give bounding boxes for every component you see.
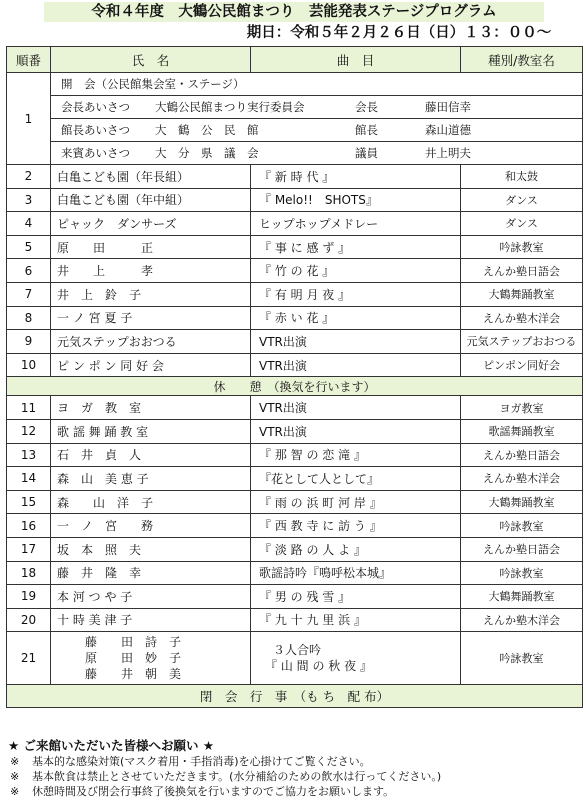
notice-item (8, 754, 582, 769)
ceremony-text: 開 会（公民館集会室・ステージ） (61, 77, 245, 91)
performer-name: 坂 本 照 夫 (51, 537, 251, 561)
song-title: 『 赤 い 花 』 (251, 306, 461, 330)
row-number: 18 (7, 561, 51, 585)
ceremony-line (51, 119, 582, 142)
notice-text: 休憩時間及び閉会行事終了後換気を行いますのでご協力をお願いします。 (32, 785, 395, 798)
notice-item (8, 784, 582, 799)
row-number: 21 (7, 632, 51, 685)
category-label: 吟詠教室 (461, 561, 583, 585)
performer-name: 藤 井 朝 美 (85, 667, 182, 682)
ceremony-text: 井上明夫 (425, 146, 471, 160)
ceremony-text: 来賓あいさつ (61, 146, 130, 160)
program-row (7, 165, 583, 189)
notice-heading: ★ ご来館いただいた皆様へお願い ★ (8, 738, 215, 753)
row-number: 12 (7, 419, 51, 443)
ceremony-line (51, 73, 582, 96)
song-title: 『 西 教 寺 に 訪 う 』 (251, 514, 461, 538)
performer-names (51, 632, 251, 685)
song-title: 『 男 の 残 雪 』 (251, 585, 461, 609)
program-row (7, 259, 583, 283)
row-number: 16 (7, 514, 51, 538)
category-label: えんか塾木洋会 (461, 467, 583, 491)
performer-name: 原 田 正 (51, 235, 251, 259)
row-number: 6 (7, 259, 51, 283)
ceremony-text: 森山道德 (425, 123, 471, 137)
program-row (7, 467, 583, 491)
performer-name: ピャック ダンサーズ (51, 212, 251, 236)
break-label: 休 憩 （換気を行います） (7, 377, 583, 396)
ceremony-text: 大 分 県 議 会 (155, 146, 259, 160)
song-cell (251, 632, 461, 685)
program-row (7, 212, 583, 236)
row-number: 20 (7, 608, 51, 632)
program-row (7, 632, 583, 685)
performer-list (57, 632, 250, 684)
song-subtitle: ３人合吟 (273, 643, 322, 658)
row-number: 5 (7, 235, 51, 259)
program-row (7, 306, 583, 330)
row-number: 10 (7, 353, 51, 377)
song-title: 『 九 十 九 里 浜 』 (251, 608, 461, 632)
program-row (7, 443, 583, 467)
performer-name: 十 時 美 津 子 (51, 608, 251, 632)
category-label: えんか塾日語会 (461, 443, 583, 467)
ceremony-line (51, 142, 582, 164)
break-row (7, 377, 583, 396)
category-label: ダンス (461, 212, 583, 236)
row-number: 4 (7, 212, 51, 236)
program-row (7, 608, 583, 632)
notice-item (8, 769, 582, 784)
header-song: 曲 目 (251, 47, 461, 73)
performer-name: 本 河 つ や 子 (51, 585, 251, 609)
program-row (7, 330, 583, 354)
song-title: 歌謡詩吟『鳴呼松本城』 (251, 561, 461, 585)
category-label: ダンス (461, 188, 583, 212)
performer-name: ヨ ガ 教 室 (51, 396, 251, 420)
category-label: えんか塾日語会 (461, 537, 583, 561)
performer-name: 井 上 孝 (51, 259, 251, 283)
header-no: 順番 (7, 47, 51, 73)
song-title: 『 淡 路 の 人 よ 』 (251, 537, 461, 561)
performer-name: ピ ン ポ ン 同 好 会 (51, 353, 251, 377)
program-row (7, 353, 583, 377)
performer-name: 石 井 貞 人 (51, 443, 251, 467)
song-title: 『 雨 の 浜 町 河 岸 』 (251, 490, 461, 514)
header-category: 種別/教室名 (461, 47, 583, 73)
ceremony-text: 会長あいさつ (61, 100, 130, 114)
program-row (7, 396, 583, 420)
row-number: 11 (7, 396, 51, 420)
row-number: 14 (7, 467, 51, 491)
performer-name: 原 田 妙 子 (85, 651, 182, 666)
performer-name: 元気ステップおおつる (51, 330, 251, 354)
header-name: 氏 名 (51, 47, 251, 73)
category-label: 大鶴舞踊教室 (461, 585, 583, 609)
row-number: 13 (7, 443, 51, 467)
notice-list (8, 754, 582, 799)
program-row (7, 419, 583, 443)
performer-name: 歌 謡 舞 踊 教 室 (51, 419, 251, 443)
song-title: VTR出演 (251, 353, 461, 377)
performer-name: 森 山 洋 子 (51, 490, 251, 514)
performer-name: 一 ノ 宮 務 (51, 514, 251, 538)
ceremony-text: 会長 (355, 100, 378, 114)
category-label: ピンポン同好会 (461, 353, 583, 377)
ceremony-text: 大 鶴 公 民 館 (155, 123, 259, 137)
performer-name: 森 山 美 恵 子 (51, 467, 251, 491)
song-title: ヒップホップメドレー (251, 212, 461, 236)
notice-text: 基本飲食は禁止とさせていただきます。(水分補給のための飲水は行ってください。) (32, 770, 442, 783)
notice-section (8, 737, 582, 799)
notice-mark: ※ (10, 785, 20, 798)
program-row (7, 585, 583, 609)
category-label: えんか塾木洋会 (461, 306, 583, 330)
notice-text: 基本的な感染対策(マスク着用・手指消毒)を心掛けてご覧ください。 (32, 755, 371, 768)
category-label: 吟詠教室 (461, 632, 583, 685)
song-title: 『 山 間 の 秋 夜 』 (265, 659, 372, 674)
song-title: 『 那 智 の 恋 滝 』 (251, 443, 461, 467)
table-header-row (7, 47, 583, 73)
performer-name: 一 ノ 宮 夏 子 (51, 306, 251, 330)
ceremony-text: 館長 (355, 123, 378, 137)
ceremony-text: 藤田信幸 (425, 100, 471, 114)
ceremony-line (51, 96, 582, 119)
song-title: 『 事 に 感 ず 』 (251, 235, 461, 259)
program-row (7, 235, 583, 259)
performer-name: 白亀こども園（年長組） (51, 165, 251, 189)
ceremony-text: 館長あいさつ (61, 123, 130, 137)
performer-name: 藤 井 隆 幸 (51, 561, 251, 585)
program-row (7, 537, 583, 561)
song-title: VTR出演 (251, 330, 461, 354)
event-date: 期日：令和５年２月２６日（日）１３：００～ (246, 25, 552, 41)
row-number: 1 (7, 73, 51, 165)
category-label: 大鶴舞踊教室 (461, 282, 583, 306)
performer-name: 白亀こども園（年中組） (51, 188, 251, 212)
ceremony-row (7, 73, 583, 165)
song-title: 『 新 時 代 』 (251, 165, 461, 189)
program-row (7, 282, 583, 306)
notice-mark: ※ (10, 770, 20, 783)
row-number: 9 (7, 330, 51, 354)
row-number: 19 (7, 585, 51, 609)
category-label: 大鶴舞踊教室 (461, 490, 583, 514)
song-title: VTR出演 (251, 396, 461, 420)
ceremony-cell (51, 73, 583, 165)
row-number: 7 (7, 282, 51, 306)
song-title: 『 Melo!! SHOTS』 (251, 188, 461, 212)
song-title: 『 有 明 月 夜 』 (251, 282, 461, 306)
ceremony-lines (51, 73, 582, 164)
program-row (7, 514, 583, 538)
category-label: えんか塾木洋会 (461, 608, 583, 632)
performer-name: 井 上 鈴 子 (51, 282, 251, 306)
row-number: 3 (7, 188, 51, 212)
program-table (6, 46, 583, 708)
program-row (7, 188, 583, 212)
performer-name: 藤 田 詩 子 (85, 635, 182, 650)
song-title: 『 竹 の 花 』 (251, 259, 461, 283)
row-number: 15 (7, 490, 51, 514)
notice-mark: ※ (10, 755, 20, 768)
row-number: 17 (7, 537, 51, 561)
closing-row (7, 685, 583, 708)
ceremony-text: 議員 (355, 146, 378, 160)
category-label: ヨガ教室 (461, 396, 583, 420)
row-number: 8 (7, 306, 51, 330)
category-label: えんか塾日語会 (461, 259, 583, 283)
closing-label: 閉 会 行 事 （も ち 配 布） (7, 685, 583, 708)
song-lines (259, 640, 460, 676)
page-title: 令和４年度 大鶴公民館まつり 芸能発表ステージプログラム (44, 2, 544, 22)
song-title: VTR出演 (251, 419, 461, 443)
category-label: 元気ステップおおつる (461, 330, 583, 354)
program-row (7, 561, 583, 585)
category-label: 和太鼓 (461, 165, 583, 189)
row-number: 2 (7, 165, 51, 189)
category-label: 吟詠教室 (461, 235, 583, 259)
ceremony-text: 大鶴公民館まつり実行委員会 (155, 100, 305, 114)
program-row (7, 490, 583, 514)
song-title: 『花として人として』 (251, 467, 461, 491)
category-label: 歌謡舞踊教室 (461, 419, 583, 443)
category-label: 吟詠教室 (461, 514, 583, 538)
